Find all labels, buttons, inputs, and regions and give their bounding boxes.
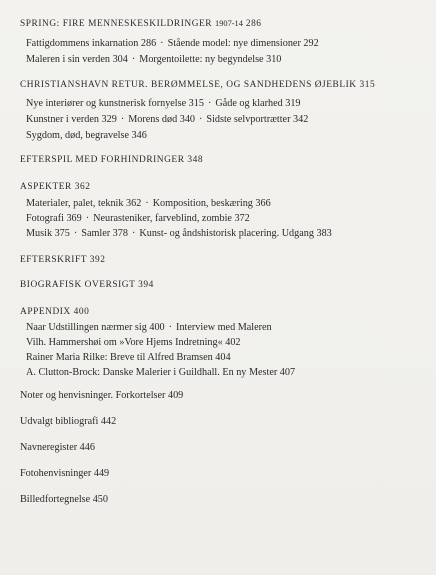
toc-line bbox=[26, 38, 319, 49]
toc-line bbox=[26, 322, 272, 333]
toc-line bbox=[26, 213, 250, 224]
toc-line bbox=[26, 352, 231, 363]
section-title: SPRING: FIRE MENNESKESKILDRINGER bbox=[20, 19, 213, 29]
toc-entry-navneregister: Navneregister 446 bbox=[20, 442, 95, 453]
toc-entry-noter: Noter og henvisninger. Forkortelser 409 bbox=[20, 390, 184, 401]
toc-entry: A. Clutton-Brock: Danske Malerier i Guildhall. En ny Mester 407 bbox=[26, 367, 296, 378]
toc-entry: Stående model: nye dimensioner 292 bbox=[167, 38, 319, 49]
toc-entry: Morens død 340 bbox=[128, 114, 196, 125]
section-page: 348 bbox=[187, 155, 204, 165]
toc-entry: Nye interiører og kunstnerisk fornyelse 315 bbox=[26, 98, 204, 109]
toc-entry: Maleren i sin verden 304 bbox=[26, 54, 128, 65]
toc-entry: Materialer, palet, teknik 362 bbox=[26, 198, 142, 209]
toc-entry: Interview med Maleren bbox=[176, 322, 272, 333]
toc-entry: Fotografi 369 bbox=[26, 213, 82, 224]
section-heading-biografisk bbox=[20, 280, 154, 290]
toc-entry: Samler 378 bbox=[81, 228, 128, 239]
toc-entry-fotohenvisninger: Fotohenvisninger 449 bbox=[20, 468, 110, 479]
section-years: 1907-14 bbox=[215, 19, 243, 28]
section-title: CHRISTIANSHAVN RETUR. BERØMMELSE, OG SANDHEDENS ØJEBLIK bbox=[20, 80, 357, 90]
toc-entry: Naar Udstillingen nærmer sig 400 bbox=[26, 322, 165, 333]
toc-entry: Vilh. Hammershøi om »Vore Hjems Indretning« 402 bbox=[26, 337, 241, 348]
separator-dot: · bbox=[120, 114, 125, 125]
separator-dot: · bbox=[207, 98, 212, 109]
section-page: 394 bbox=[138, 280, 154, 290]
section-page: 362 bbox=[74, 182, 91, 192]
toc-entry: Fattigdommens inkarnation 286 bbox=[26, 38, 157, 49]
section-title: EFTERSPIL MED FORHINDRINGER bbox=[20, 155, 185, 165]
toc-entry: Neurasteniker, farveblind, zombie 372 bbox=[93, 213, 250, 224]
separator-dot: · bbox=[85, 213, 90, 224]
toc-line bbox=[26, 114, 308, 125]
section-heading-efterskrift bbox=[20, 255, 105, 265]
section-heading-aspekter bbox=[20, 182, 90, 192]
toc-line bbox=[26, 367, 295, 378]
toc-entry: Kunstner i verden 329 bbox=[26, 114, 117, 125]
section-heading-efterspil bbox=[20, 155, 203, 165]
section-page: 400 bbox=[73, 307, 90, 317]
toc-entry: Kunst- og åndshistorisk placering. Udgang 383 bbox=[139, 228, 332, 239]
separator-dot: · bbox=[73, 228, 78, 239]
section-heading-spring bbox=[20, 19, 262, 29]
toc-entry: Komposition, beskæring 366 bbox=[152, 198, 271, 209]
toc-entry: Sidste selvportrætter 342 bbox=[206, 114, 309, 125]
toc-entry: Gåde og klarhed 319 bbox=[215, 98, 301, 109]
section-heading-christianshavn bbox=[20, 80, 375, 90]
toc-line bbox=[26, 54, 281, 65]
section-page: 315 bbox=[359, 80, 376, 90]
toc-line bbox=[26, 130, 147, 141]
section-heading-appendix bbox=[20, 307, 89, 317]
section-page: 392 bbox=[89, 255, 106, 265]
toc-line bbox=[26, 337, 241, 348]
separator-dot: · bbox=[199, 114, 203, 125]
separator-dot: · bbox=[160, 38, 164, 49]
toc-entry: Rainer Maria Rilke: Breve til Alfred Bramsen 404 bbox=[26, 352, 231, 363]
toc-line bbox=[26, 228, 332, 239]
separator-dot: · bbox=[168, 322, 173, 333]
separator-dot: · bbox=[145, 198, 149, 209]
section-title: APPENDIX bbox=[20, 307, 71, 317]
section-title: ASPEKTER bbox=[20, 182, 72, 192]
toc-entry-bibliografi: Udvalgt bibliografi 442 bbox=[20, 416, 117, 427]
toc-entry: Morgentoilette: ny begyndelse 310 bbox=[139, 54, 282, 65]
separator-dot: · bbox=[131, 54, 136, 65]
toc-line bbox=[26, 98, 301, 109]
section-page: 286 bbox=[245, 19, 262, 29]
section-title: EFTERSKRIFT bbox=[20, 255, 87, 265]
section-title: BIOGRAFISK OVERSIGT bbox=[20, 280, 136, 290]
toc-entry-billedfortegnelse: Billedfortegnelse 450 bbox=[20, 494, 108, 505]
toc-entry: Sygdom, død, begravelse 346 bbox=[26, 130, 147, 141]
separator-dot: · bbox=[131, 228, 136, 239]
toc-entry: Musik 375 bbox=[26, 228, 70, 239]
toc-line bbox=[26, 198, 271, 209]
